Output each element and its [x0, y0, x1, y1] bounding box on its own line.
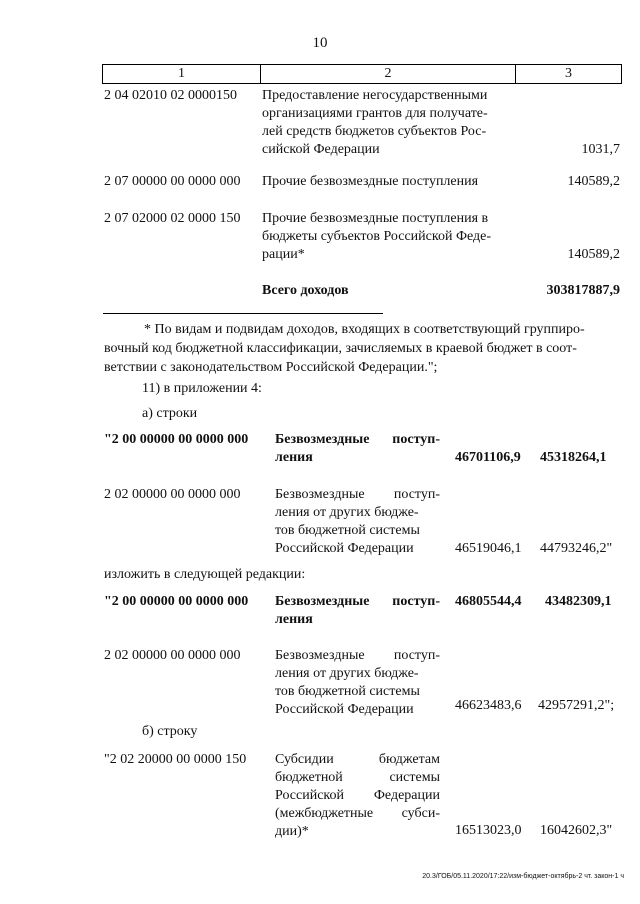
replace-statement: изложить в следующей редакции: [104, 567, 306, 582]
description-line: организациями грантов для получате- [262, 106, 488, 121]
row-value-1: 16513023,0 [455, 823, 522, 838]
description-line: Российской Федерации [275, 541, 414, 556]
row-value-2: 43482309,1 [545, 594, 612, 609]
description-line: (межбюджетные субси- [275, 806, 440, 821]
row-code: "2 02 20000 00 0000 150 [104, 752, 247, 767]
row-value-1: 46805544,4 [455, 594, 522, 609]
description-line: Безвозмездные поступ- [275, 432, 440, 447]
row-description [275, 647, 440, 719]
description-line: Российской Федерации [275, 702, 414, 717]
footnote-divider [103, 313, 383, 314]
description-line: сийской Федерации [262, 142, 380, 157]
total-amount: 303817887,9 [546, 283, 620, 298]
row-description [275, 431, 440, 467]
item-a-heading: а) строки [142, 406, 198, 421]
description-line: Безвозмездные поступ- [275, 594, 440, 609]
print-stamp: 20.3/ГОБ/05.11.2020/17:22/изм-бюджет-октябрь-2 чт. закон-1 ч [422, 873, 624, 880]
page-number: 10 [312, 35, 328, 51]
footnote-line: ветствии с законодательством Российской Федерации."; [104, 360, 438, 375]
row-amount: 140589,2 [567, 247, 620, 262]
row-code: 2 02 00000 00 0000 000 [104, 648, 241, 663]
description-line: лей средств бюджетов субъектов Рос- [262, 124, 487, 139]
description-line: тов бюджетной системы [275, 523, 420, 538]
description-line: Безвозмездные поступ- [275, 648, 440, 663]
row-amount: 140589,2 [567, 174, 620, 189]
row-code: 2 04 02010 02 0000150 [104, 88, 237, 103]
row-amount: 1031,7 [581, 142, 620, 157]
description-line: дии)* [275, 824, 309, 839]
description-line: бюджетной системы [275, 770, 440, 785]
description-line: Безвозмездные поступ- [275, 487, 440, 502]
description-line: тов бюджетной системы [275, 684, 420, 699]
description-line: Субсидии бюджетам [275, 752, 440, 767]
footnote-line: * По видам и подвидам доходов, входящих в соответствующий группиро- [144, 322, 585, 337]
column-header-2: 2 [261, 65, 516, 84]
row-value-2: 16042602,3" [540, 823, 613, 838]
column-header-table [102, 64, 622, 84]
row-description [262, 210, 517, 264]
row-code: "2 00 00000 00 0000 000 [104, 594, 249, 609]
row-value-2: 45318264,1 [540, 450, 607, 465]
footnote-line: вочный код бюджетной классификации, зачисляемых в краевой бюджет в соот- [104, 341, 577, 356]
total-label: Всего доходов [262, 283, 349, 298]
description-line: ления от других бюдже- [275, 505, 419, 520]
row-value-1: 46519046,1 [455, 541, 522, 556]
column-header-3: 3 [516, 65, 622, 84]
row-value-1: 46701106,9 [455, 450, 521, 465]
row-description [275, 751, 440, 841]
item-b-heading: б) строку [142, 724, 198, 739]
row-description [275, 593, 440, 629]
column-header-1: 1 [103, 65, 261, 84]
description-line: ления от других бюдже- [275, 666, 419, 681]
row-description [275, 486, 440, 558]
description-line: Прочие безвозмездные поступления в [262, 211, 489, 226]
footnote [104, 320, 624, 377]
row-code: 2 07 02000 02 0000 150 [104, 211, 241, 226]
description-line: Предоставление негосударственными [262, 88, 488, 103]
row-code: "2 00 00000 00 0000 000 [104, 432, 249, 447]
description-line: ления [275, 450, 313, 465]
item-11-heading: 11) в приложении 4: [142, 381, 262, 396]
row-description [262, 87, 517, 159]
row-value-2: 44793246,2" [540, 541, 613, 556]
row-code: 2 07 00000 00 0000 000 [104, 174, 241, 189]
description-line: Российской Федерации [275, 788, 440, 803]
description-line: ления [275, 612, 313, 627]
description-line: рации* [262, 247, 305, 262]
description-line: бюджеты субъектов Российской Феде- [262, 229, 492, 244]
row-value-1: 46623483,6 [455, 698, 522, 713]
row-value-2: 42957291,2"; [538, 698, 615, 713]
row-description: Прочие безвозмездные поступления [262, 174, 479, 189]
row-code: 2 02 00000 00 0000 000 [104, 487, 241, 502]
